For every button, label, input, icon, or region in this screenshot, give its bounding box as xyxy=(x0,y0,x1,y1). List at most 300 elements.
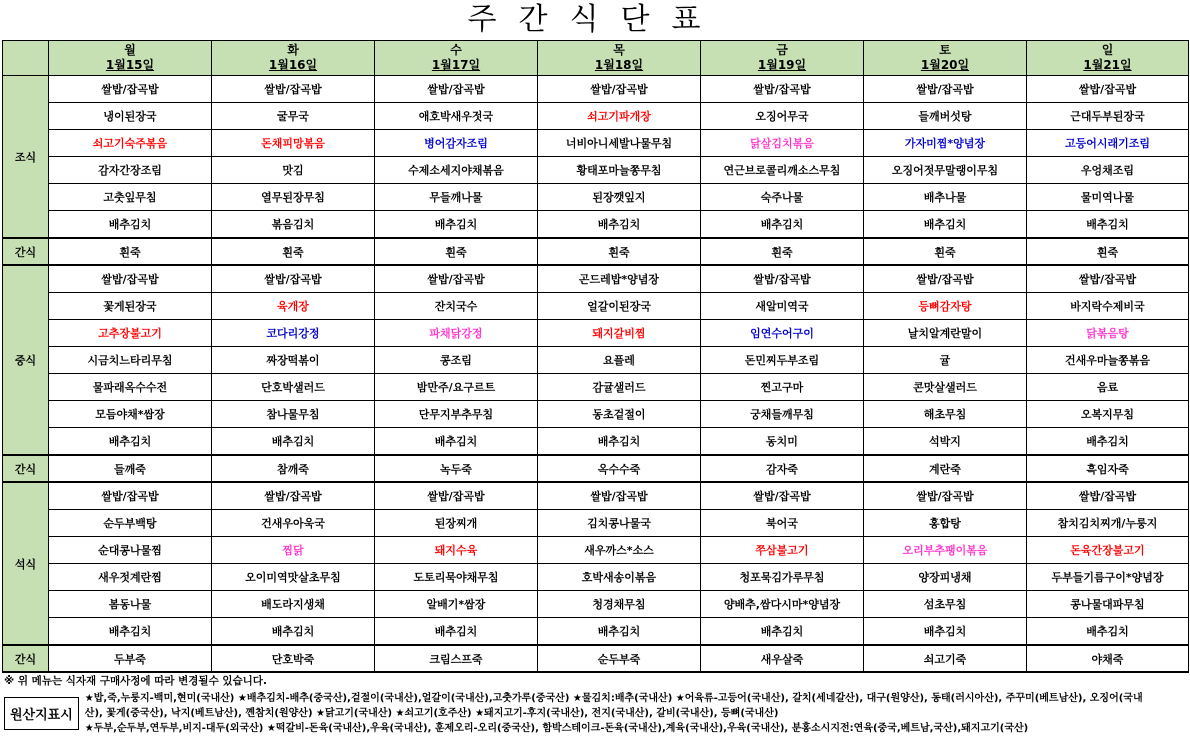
menu-item: 수제소세지야채볶음 xyxy=(408,164,504,177)
menu-cell xyxy=(375,428,538,456)
menu-cell xyxy=(864,374,1027,401)
menu-cell xyxy=(375,265,538,293)
menu-cell xyxy=(375,293,538,320)
day-name: 토 xyxy=(939,43,951,57)
menu-item: 콩나물대파무침 xyxy=(1070,598,1145,611)
menu-item: 쌀밥/잡곡밥 xyxy=(101,83,159,96)
menu-cell xyxy=(375,591,538,618)
menu-cell xyxy=(212,184,375,211)
menu-item: 너비아니세발나물무침 xyxy=(565,137,673,150)
menu-item: 쌀밥/잡곡밥 xyxy=(1078,273,1137,286)
menu-item: 쇠고기숙주볶음 xyxy=(92,137,168,150)
day-header-row xyxy=(3,41,1189,76)
menu-item: 홍합탕 xyxy=(929,517,961,530)
menu-item: 양장피냉채 xyxy=(918,571,972,584)
notice-text: ※ 위 메뉴는 식자재 구매사정에 따라 변경될수 있습니다. xyxy=(4,675,267,687)
menu-cell xyxy=(538,428,701,456)
origin-text xyxy=(85,691,1155,736)
menu-cell xyxy=(375,320,538,347)
snack-item: 흰죽 xyxy=(1027,238,1189,265)
menu-item: 파채닭강정 xyxy=(429,327,483,340)
menu-cell xyxy=(864,157,1027,184)
day-header xyxy=(49,41,212,76)
menu-cell xyxy=(375,564,538,591)
menu-item: 돈민찌두부조림 xyxy=(744,354,820,367)
menu-body xyxy=(3,76,1189,673)
menu-item: 순두부백탕 xyxy=(103,517,157,530)
menu-item: 가자미찜*양념장 xyxy=(904,137,986,150)
menu-item: 닭볶음탕 xyxy=(1086,327,1129,340)
menu-item: 굴무국 xyxy=(277,110,309,123)
menu-cell xyxy=(1027,211,1189,239)
menu-cell xyxy=(864,591,1027,618)
menu-item: 배추김치 xyxy=(434,625,478,638)
menu-cell xyxy=(1027,510,1189,537)
menu-row xyxy=(3,76,1189,103)
menu-cell xyxy=(701,184,864,211)
menu-item: 쌀밥/잡곡밥 xyxy=(753,83,811,96)
menu-cell xyxy=(49,510,212,537)
day-date: 1월19일 xyxy=(757,58,807,72)
menu-cell xyxy=(701,401,864,428)
menu-item: 쌀밥/잡곡밥 xyxy=(101,273,159,286)
menu-item: 쌀밥/잡곡밥 xyxy=(1078,83,1137,96)
snack-item: 들깨죽 xyxy=(49,455,212,482)
menu-row xyxy=(3,401,1189,428)
menu-item: 고등어시래기조림 xyxy=(1064,137,1150,150)
day-header xyxy=(1027,41,1189,76)
menu-cell xyxy=(1027,591,1189,618)
menu-cell xyxy=(375,157,538,184)
menu-item: 쌀밥/잡곡밥 xyxy=(264,83,322,96)
menu-item: 봄동나물 xyxy=(108,598,152,611)
menu-cell xyxy=(212,130,375,157)
menu-cell xyxy=(375,401,538,428)
menu-cell xyxy=(1027,184,1189,211)
menu-item: 단호박샐러드 xyxy=(261,381,325,394)
menu-cell xyxy=(375,618,538,646)
snack-item: 흰죽 xyxy=(212,238,375,265)
day-name: 수 xyxy=(450,43,462,57)
menu-cell xyxy=(375,510,538,537)
menu-cell xyxy=(1027,564,1189,591)
menu-cell xyxy=(1027,347,1189,374)
menu-cell xyxy=(538,265,701,293)
origin-section xyxy=(0,691,1190,736)
menu-cell xyxy=(49,130,212,157)
snack-label: 간식 xyxy=(3,645,49,672)
menu-item: 근대두부된장국 xyxy=(1070,110,1145,123)
menu-cell xyxy=(212,428,375,456)
menu-item: 고추장불고기 xyxy=(98,327,162,340)
menu-item: 단무지부추무침 xyxy=(418,408,494,421)
menu-row xyxy=(3,265,1189,293)
snack-row xyxy=(3,645,1189,672)
menu-item: 동치미 xyxy=(766,435,798,448)
menu-table xyxy=(2,40,1189,673)
menu-cell xyxy=(538,320,701,347)
menu-item: 배추나물 xyxy=(923,191,967,204)
menu-cell xyxy=(538,591,701,618)
menu-cell xyxy=(1027,537,1189,564)
menu-item: 배추김치 xyxy=(1086,218,1129,231)
menu-cell xyxy=(864,510,1027,537)
menu-row xyxy=(3,157,1189,184)
menu-cell xyxy=(375,482,538,510)
menu-cell xyxy=(212,537,375,564)
menu-cell xyxy=(49,564,212,591)
day-name: 금 xyxy=(776,43,788,57)
meal-label: 조식 xyxy=(3,76,49,239)
menu-item: 청포묵김가루무침 xyxy=(739,571,825,584)
day-date: 1월17일 xyxy=(431,58,481,72)
menu-cell xyxy=(864,537,1027,564)
menu-cell xyxy=(49,76,212,103)
menu-cell xyxy=(538,482,701,510)
menu-item: 연근브로콜리깨소스무침 xyxy=(723,164,841,177)
day-header xyxy=(212,41,375,76)
menu-item: 얼갈이된장국 xyxy=(587,300,651,313)
day-date: 1월21일 xyxy=(1083,58,1132,72)
menu-item: 배추김치 xyxy=(434,435,478,448)
menu-cell xyxy=(538,130,701,157)
menu-item: 참치김치찌개/누룽지 xyxy=(1057,517,1158,530)
menu-cell xyxy=(212,374,375,401)
menu-item: 건새우마늘쫑볶음 xyxy=(1064,354,1150,367)
menu-cell xyxy=(701,591,864,618)
menu-cell xyxy=(212,293,375,320)
snack-row xyxy=(3,455,1189,482)
menu-cell xyxy=(49,320,212,347)
snack-item: 단호박죽 xyxy=(212,645,375,672)
menu-item: 짜장떡볶이 xyxy=(266,354,320,367)
snack-item: 계란죽 xyxy=(864,455,1027,482)
menu-cell xyxy=(212,618,375,646)
menu-cell xyxy=(49,103,212,130)
menu-cell xyxy=(701,211,864,239)
snack-item: 흰죽 xyxy=(701,238,864,265)
menu-cell xyxy=(701,618,864,646)
menu-item: 병어감자조림 xyxy=(424,137,488,150)
page-title: 주간식단표 xyxy=(467,2,723,37)
menu-cell xyxy=(49,537,212,564)
menu-cell xyxy=(701,537,864,564)
menu-cell xyxy=(212,265,375,293)
menu-row xyxy=(3,482,1189,510)
menu-cell xyxy=(538,347,701,374)
origin-line-2: ★두부,순두부,연두부,비지-대두(외국산) ★떡갈비-돈육(국내산),우육(국내산), 훈제오리-오리(중국산), 함박스테이크-돈육(국내산),계육(국내산),우육(국내산), 분홍소시지전:연육(중국,베트남,국산),돼지고기(국산) xyxy=(84,723,1029,734)
day-date: 1월18일 xyxy=(594,58,644,72)
menu-cell xyxy=(212,211,375,239)
menu-item: 쌀밥/잡곡밥 xyxy=(753,490,811,503)
menu-item: 배추김치 xyxy=(923,218,967,231)
menu-item: 숙주나물 xyxy=(760,191,804,204)
menu-cell xyxy=(212,103,375,130)
snack-item: 참깨죽 xyxy=(212,455,375,482)
day-header xyxy=(864,41,1027,76)
menu-item: 쌀밥/잡곡밥 xyxy=(916,83,974,96)
menu-cell xyxy=(212,564,375,591)
menu-cell xyxy=(212,347,375,374)
menu-item: 쌀밥/잡곡밥 xyxy=(101,490,159,503)
menu-item: 청경채무침 xyxy=(592,598,646,611)
menu-item: 등뼈감자탕 xyxy=(918,300,972,313)
menu-cell xyxy=(1027,428,1189,456)
menu-cell xyxy=(864,130,1027,157)
menu-item: 배추김치 xyxy=(271,625,315,638)
menu-item: 궁채들깨무침 xyxy=(750,408,814,421)
day-name: 일 xyxy=(1101,43,1114,57)
menu-item: 물파래옥수수전 xyxy=(92,381,168,394)
menu-item: 들깨버섯탕 xyxy=(918,110,972,123)
menu-cell xyxy=(1027,157,1189,184)
menu-cell xyxy=(701,564,864,591)
menu-cell xyxy=(864,184,1027,211)
menu-item: 배추김치 xyxy=(434,218,478,231)
menu-cell xyxy=(538,618,701,646)
snack-item: 흰죽 xyxy=(375,238,538,265)
menu-item: 쭈삼불고기 xyxy=(755,544,809,557)
day-date: 1월15일 xyxy=(105,58,155,72)
menu-item: 돼지갈비찜 xyxy=(592,327,646,340)
menu-item: 음료 xyxy=(1096,381,1119,394)
menu-cell xyxy=(538,401,701,428)
menu-cell xyxy=(212,320,375,347)
snack-item: 흑임자죽 xyxy=(1027,455,1189,482)
menu-cell xyxy=(701,130,864,157)
snack-item: 흰죽 xyxy=(864,238,1027,265)
snack-item: 흰죽 xyxy=(49,238,212,265)
menu-item: 배추김치 xyxy=(597,218,641,231)
menu-cell xyxy=(49,428,212,456)
menu-cell xyxy=(375,211,538,239)
menu-item: 배추김치 xyxy=(760,625,804,638)
menu-cell xyxy=(375,374,538,401)
menu-item: 볶음김치 xyxy=(271,218,315,231)
day-header xyxy=(538,41,701,76)
menu-cell xyxy=(538,564,701,591)
menu-cell xyxy=(1027,618,1189,646)
menu-cell xyxy=(49,618,212,646)
day-name: 월 xyxy=(124,43,136,57)
menu-cell xyxy=(212,591,375,618)
snack-item: 감자죽 xyxy=(701,455,864,482)
menu-item: 곤드레밥*양념장 xyxy=(578,273,660,286)
menu-item: 새알미역국 xyxy=(755,300,809,313)
menu-item: 냉이된장국 xyxy=(103,110,157,123)
menu-item: 배추김치 xyxy=(1086,435,1129,448)
menu-cell xyxy=(864,265,1027,293)
menu-item: 배추김치 xyxy=(1086,625,1129,638)
menu-item: 돼지수육 xyxy=(434,544,478,557)
menu-item: 쌀밥/잡곡밥 xyxy=(264,490,322,503)
menu-item: 오징어젓무말랭이무침 xyxy=(891,164,999,177)
day-name: 목 xyxy=(613,43,625,57)
menu-cell xyxy=(864,618,1027,646)
menu-cell xyxy=(375,347,538,374)
origin-label: 원산지표시 xyxy=(4,697,79,730)
day-name: 화 xyxy=(287,43,299,57)
menu-item: 물미역나물 xyxy=(1080,191,1135,204)
menu-item: 배도라지생채 xyxy=(261,598,325,611)
menu-item: 쇠고기파개장 xyxy=(587,110,651,123)
menu-item: 동초겉절이 xyxy=(592,408,646,421)
day-header xyxy=(375,41,538,76)
menu-cell xyxy=(864,320,1027,347)
menu-item: 찐고구마 xyxy=(760,381,804,394)
menu-item: 우엉채조림 xyxy=(1080,164,1135,177)
menu-cell xyxy=(864,103,1027,130)
menu-item: 쌀밥/잡곡밥 xyxy=(753,273,811,286)
origin-line-1: ★밥,죽,누룽지-백미,현미(국내산) ★배추김치-배추(중국산),겉절이(국내산),얼갈이(국내산),고춧가루(중국산) ★물김치:배추(국내산) ★어육류-고등어(국내산), 갈치(세네갈산), 대구(원양산), 동태(러시아산), 주꾸미(베트남산), 오징어(국내산), 꽃게(중국산), 낙지(베트남산), 꼔참치(원양산) ★닭고기(국내산) ★쇠고기(호주산) ★돼지고기-후지(국내산), 전지(국내산), 갈비(국내산), 등뼈(국내산) xyxy=(84,693,1143,719)
menu-row xyxy=(3,537,1189,564)
menu-cell xyxy=(212,482,375,510)
menu-item: 배추김치 xyxy=(760,218,804,231)
menu-item: 돈채피망볶음 xyxy=(261,137,325,150)
menu-cell xyxy=(538,157,701,184)
menu-item: 석박지 xyxy=(929,435,961,448)
menu-cell xyxy=(1027,401,1189,428)
menu-item: 알배기*쌈장 xyxy=(426,598,486,611)
menu-row xyxy=(3,293,1189,320)
menu-row xyxy=(3,510,1189,537)
menu-cell xyxy=(538,103,701,130)
menu-cell xyxy=(538,76,701,103)
snack-label: 간식 xyxy=(3,455,49,482)
menu-cell xyxy=(1027,265,1189,293)
menu-item: 모듬야채*쌈장 xyxy=(95,408,165,421)
menu-cell xyxy=(701,320,864,347)
menu-item: 두부들기름구이*양념장 xyxy=(1051,571,1164,584)
menu-item: 닭살김치볶음 xyxy=(750,137,814,150)
menu-cell xyxy=(701,482,864,510)
menu-item: 배추김치 xyxy=(597,625,641,638)
menu-cell xyxy=(864,76,1027,103)
meal-label: 석식 xyxy=(3,482,49,645)
menu-cell xyxy=(1027,293,1189,320)
menu-row xyxy=(3,103,1189,130)
menu-item: 배추김치 xyxy=(108,218,152,231)
menu-item: 육개장 xyxy=(277,300,309,313)
menu-item: 순대콩나물찜 xyxy=(98,544,162,557)
snack-item: 크림스프죽 xyxy=(375,645,538,672)
menu-cell xyxy=(701,374,864,401)
menu-cell xyxy=(864,211,1027,239)
menu-cell xyxy=(701,76,864,103)
snack-item: 녹두죽 xyxy=(375,455,538,482)
menu-cell xyxy=(1027,374,1189,401)
menu-item: 새우까스*소스 xyxy=(584,544,654,557)
menu-item: 콘맛살샐러드 xyxy=(913,381,977,394)
menu-item: 맛김 xyxy=(282,164,304,177)
menu-cell xyxy=(375,130,538,157)
menu-item: 돈육간장불고기 xyxy=(1070,544,1145,557)
snack-item: 쇠고기죽 xyxy=(864,645,1027,672)
menu-cell xyxy=(49,157,212,184)
menu-item: 배추김치 xyxy=(271,435,315,448)
menu-cell xyxy=(49,265,212,293)
menu-item: 참나물무침 xyxy=(266,408,320,421)
day-header xyxy=(701,41,864,76)
menu-item: 김치콩나물국 xyxy=(587,517,651,530)
snack-item: 옥수수죽 xyxy=(538,455,701,482)
menu-cell xyxy=(538,374,701,401)
menu-item: 찜닭 xyxy=(282,544,304,557)
menu-item: 배추김치 xyxy=(597,435,641,448)
menu-cell xyxy=(701,347,864,374)
menu-item: 무들깨나물 xyxy=(429,191,483,204)
menu-row xyxy=(3,564,1189,591)
menu-item: 쌀밥/잡곡밥 xyxy=(590,83,648,96)
menu-cell xyxy=(49,482,212,510)
menu-cell xyxy=(701,157,864,184)
menu-item: 도토리묵야채무침 xyxy=(413,571,499,584)
menu-item: 북어국 xyxy=(766,517,798,530)
menu-cell xyxy=(375,537,538,564)
menu-cell xyxy=(864,482,1027,510)
menu-item: 밤만주/요구르트 xyxy=(416,381,496,394)
menu-item: 배추김치 xyxy=(108,435,152,448)
menu-item: 시금치느타리무침 xyxy=(87,354,173,367)
menu-item: 요플레 xyxy=(603,354,635,367)
menu-row xyxy=(3,320,1189,347)
menu-item: 해초무침 xyxy=(923,408,967,421)
snack-row xyxy=(3,238,1189,265)
menu-cell xyxy=(701,103,864,130)
menu-item: 쌀밥/잡곡밥 xyxy=(916,490,974,503)
menu-item: 쌀밥/잡곡밥 xyxy=(427,490,485,503)
day-date: 1월20일 xyxy=(920,58,970,72)
day-date: 1월16일 xyxy=(268,58,318,72)
menu-item: 코다리강정 xyxy=(266,327,320,340)
snack-item: 순두부죽 xyxy=(538,645,701,672)
menu-cell xyxy=(49,293,212,320)
menu-cell xyxy=(49,401,212,428)
menu-row xyxy=(3,130,1189,157)
menu-item: 임연수어구이 xyxy=(750,327,814,340)
menu-cell xyxy=(864,401,1027,428)
menu-cell xyxy=(49,591,212,618)
menu-cell xyxy=(864,564,1027,591)
menu-item: 양배추,쌈다시마*양념장 xyxy=(723,598,841,611)
menu-cell xyxy=(1027,76,1189,103)
menu-cell xyxy=(701,265,864,293)
menu-cell xyxy=(538,293,701,320)
menu-cell xyxy=(212,510,375,537)
menu-item: 오리부추팽이볶음 xyxy=(902,544,988,557)
menu-item: 열무된장무침 xyxy=(261,191,325,204)
menu-row xyxy=(3,618,1189,646)
menu-item: 감귤샐러드 xyxy=(592,381,646,394)
menu-cell xyxy=(701,428,864,456)
menu-cell xyxy=(538,510,701,537)
menu-cell xyxy=(375,103,538,130)
menu-cell xyxy=(1027,130,1189,157)
menu-cell xyxy=(864,293,1027,320)
menu-item: 쌀밥/잡곡밥 xyxy=(916,273,974,286)
snack-label: 간식 xyxy=(3,238,49,265)
menu-cell xyxy=(49,374,212,401)
menu-item: 귤 xyxy=(939,354,951,367)
menu-row xyxy=(3,428,1189,456)
menu-item: 날치알계란말이 xyxy=(907,327,983,340)
menu-item: 호박새송이볶음 xyxy=(581,571,657,584)
menu-row xyxy=(3,347,1189,374)
menu-item: 애호박새우젓국 xyxy=(418,110,494,123)
menu-row xyxy=(3,184,1189,211)
menu-item: 배추김치 xyxy=(923,625,967,638)
menu-cell xyxy=(212,76,375,103)
